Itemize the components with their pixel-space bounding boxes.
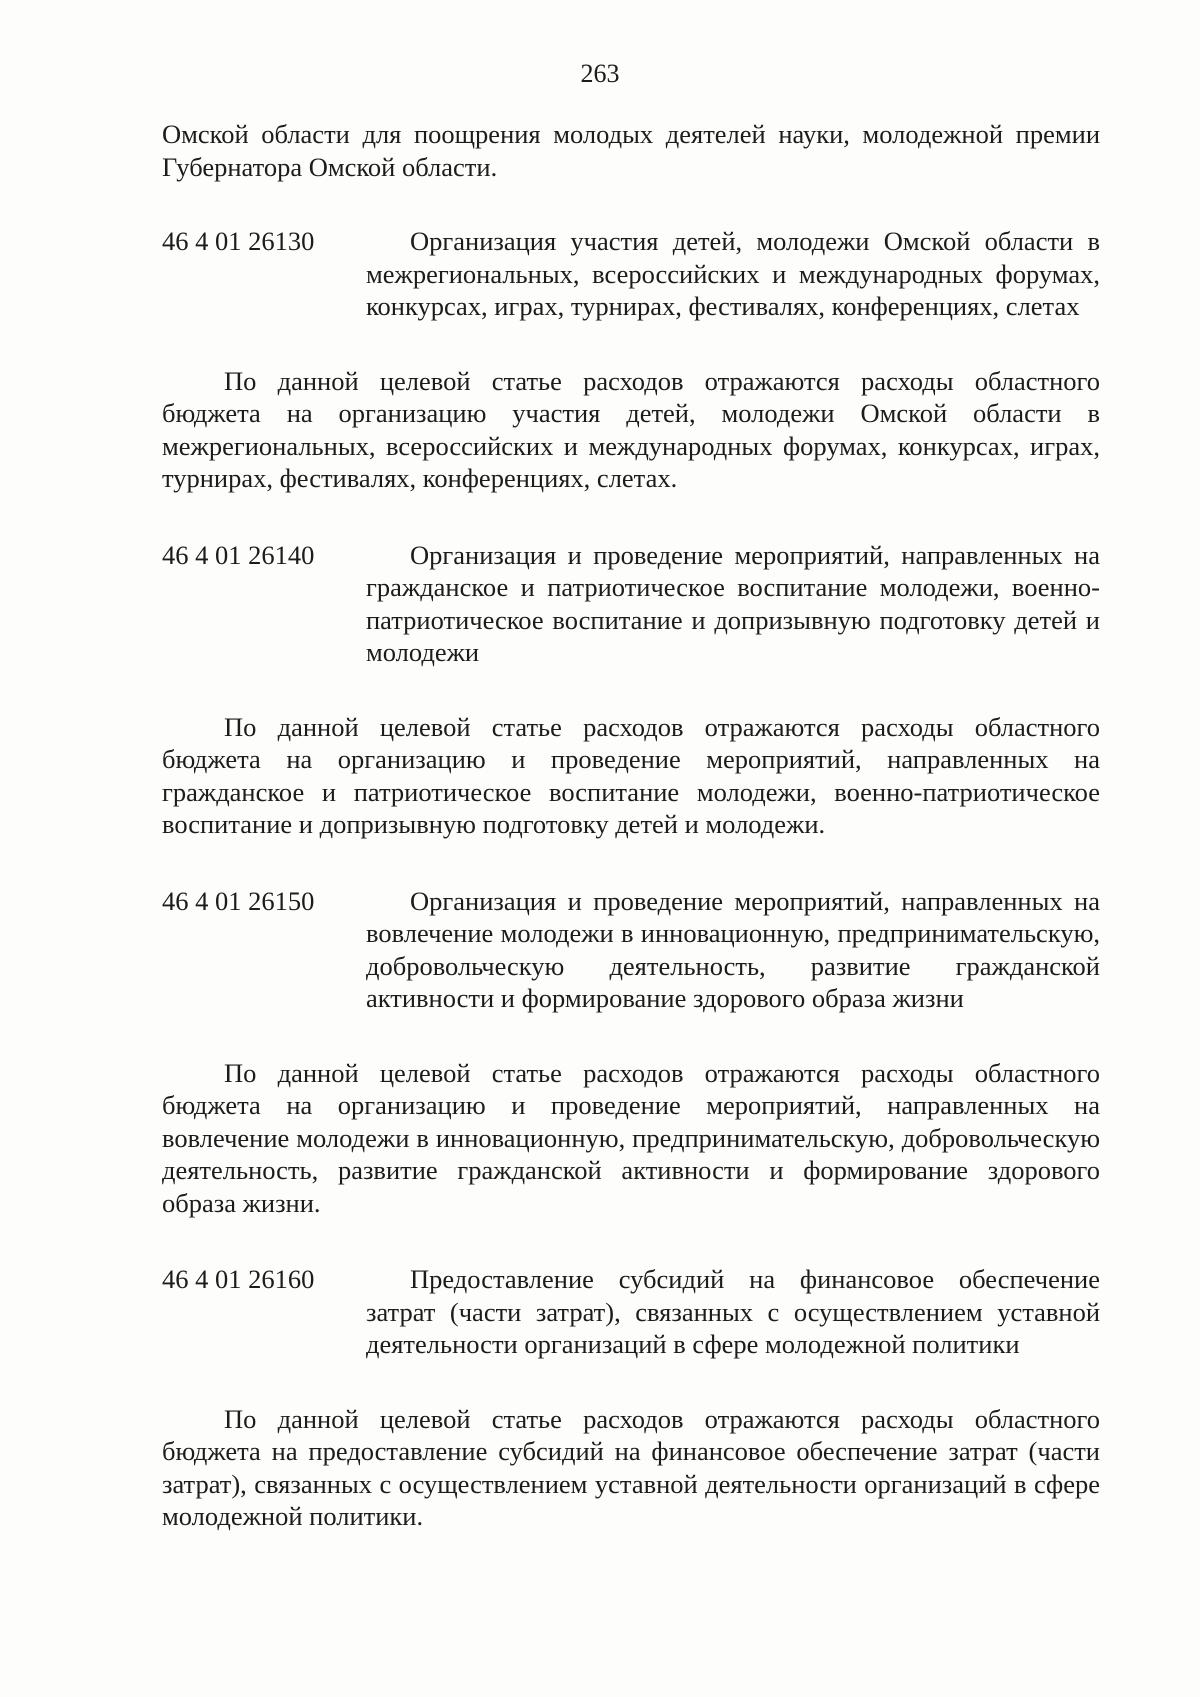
budget-entry-26130 [162,225,1100,495]
budget-code: 46 4 01 26150 [162,885,315,916]
budget-entry-26150 [162,885,1100,1220]
entry-heading [162,225,1100,323]
budget-code: 46 4 01 26160 [162,1264,315,1294]
entry-heading [162,885,1100,1015]
entry-explanation: По данной целевой статье расходов отражаются расходы областного бюджета на организацию и проведение мероприятий, направленных на гражданское и патриотическое воспитание молодежи, военно-патриотическое воспитание и допризывную подготовку детей и молодежи. [162,711,1100,839]
continuation-paragraph: Омской области для поощрения молодых деятелей науки, молодежной премии Губернатора Омской области. [162,119,1100,182]
document-body [162,118,1100,1577]
entry-title: Предоставление субсидий на финансовое обеспечение затрат (части затрат), связанных с осуществлением уставной деятельности организаций в сфере молодежной политики [366,1264,1100,1359]
budget-code: 46 4 01 26130 [162,226,315,256]
entry-title: Организация участия детей, молодежи Омской области в межрегиональных, всероссийских и международных форумах, конкурсах, играх, турнирах, фестивалях, конференциях, слетах [366,226,1100,321]
entry-explanation: По данной целевой статье расходов отражаются расходы областного бюджета на предоставление субсидий на финансовое обеспечение затрат (части затрат), связанных с осуществлением уставной деятельности организаций в сфере молодежной политики. [162,1403,1100,1531]
budget-entry-26140 [162,539,1100,841]
entry-title: Организация и проведение мероприятий, направленных на вовлечение молодежи в инновационную, предпринимательскую, добровольческую деятельность, развитие гражданской активности и формирование здорового образа жизни [366,885,1100,1013]
budget-code: 46 4 01 26140 [162,539,315,570]
entry-heading [162,1263,1100,1361]
entry-heading [162,539,1100,669]
entry-explanation: По данной целевой статье расходов отражаются расходы областного бюджета на организацию и проведение мероприятий, направленных на вовлечение молодежи в инновационную, предпринимательскую, добровольческую деятельность, развитие гражданской активности и формирование здорового образа жизни. [162,1057,1100,1218]
entry-title: Организация и проведение мероприятий, направленных на гражданское и патриотическое воспитание молодежи, военно-патриотическое воспитание и допризывную подготовку детей и молодежи [366,539,1100,667]
budget-entry-26160 [162,1263,1100,1533]
page-number: 263 [580,59,620,88]
entry-explanation: По данной целевой статье расходов отражаются расходы областного бюджета на организацию участия детей, молодежи Омской области в межрегиональных, всероссийских и международных форумах, конкурсах, играх, турнирах, фестивалях, конференциях, слетах. [162,365,1100,493]
